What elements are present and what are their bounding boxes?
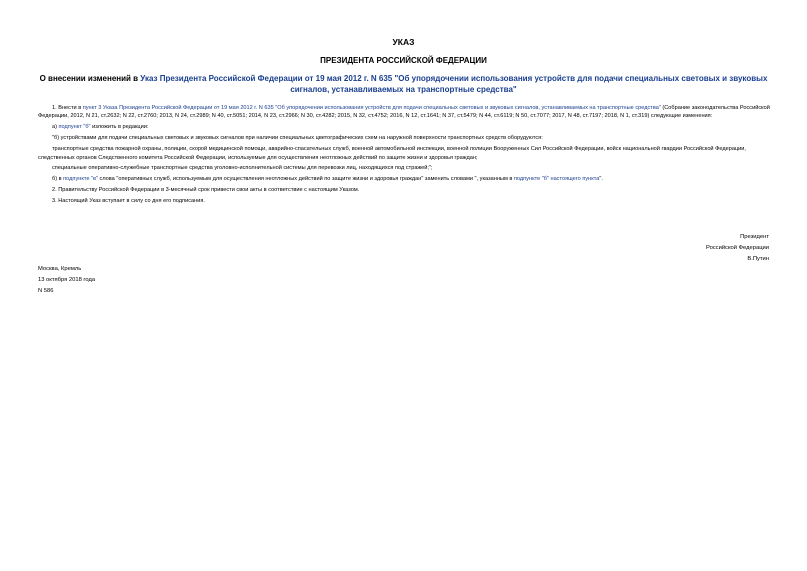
document-body — [38, 104, 771, 206]
p1-prefix: 1. Внести в — [52, 105, 83, 111]
p1-decree-link[interactable]: пункт 3 Указа Президента Российской Федерации от 19 мая 2012 г. N 635 "Об упорядочении использования устройств для подачи специальных световых и звуковых сигналов, устанавливаемых на транспортные средства" — [82, 105, 661, 111]
signature-line-1: Президент — [740, 234, 769, 240]
footer-block — [38, 264, 95, 298]
footer-number: N 586 — [38, 288, 54, 295]
paragraph-special: специальные оперативно-служебные транспортные средства уголовно-исполнительной системы для перевозки лиц, находящихся под стражей;"; — [52, 165, 433, 172]
paragraph-a — [38, 123, 771, 131]
subparagraph-b-current-link[interactable]: подпункте "б" настоящего пункта — [513, 176, 600, 183]
document-title: УКАЗ — [392, 37, 415, 47]
footer-place: Москва, Кремль — [38, 266, 82, 272]
paragraph-3: 3. Настоящий Указ вступает в силу со дня его подписания. — [52, 198, 205, 205]
p1-suffix: (Собрание законодательства Российской Федерации, 2012, N 21, ст.2632; N 22, ст.2760; 2013, N 24, ст.2989; N 40, ст.5051; 2014, N 23, ст.2966; N 30, ст.4282; 2015, N 32, ст.4752; 2016, N 12, ст.1641; N 37, ст.5479; N 44, ст.6119; N 50, ст.7077; 2017, N 48, ст.7197; 2018, N 1, ст.319) следующие изменения: — [38, 105, 770, 120]
paragraph-1 — [38, 104, 771, 121]
paragraph-2: 2. Правительству Российской Федерации в 3-месячный срок привести свои акты в соответствие с настоящим Указом. — [52, 187, 360, 194]
paragraph-b-quote: "б) устройствами для подачи специальных световых и звуковых сигналов при наличии специальных цветографических схем на наружной поверхности транспортных средств оборудуются: — [52, 135, 543, 142]
footer-date: 13 октября 2018 года — [38, 277, 96, 284]
signature-block — [706, 232, 769, 266]
pa-suffix: изложить в редакции: — [90, 124, 149, 131]
pb2-suffix: ". — [599, 176, 603, 183]
document-subtitle: ПРЕЗИДЕНТА РОССИЙСКОЙ ФЕДЕРАЦИИ — [320, 56, 487, 65]
pb2-mid: слова "оперативных служб, используемым для осуществления неотложных действий по защите жизни и здоровья граждан" заменить словами ", указанным в — [97, 176, 514, 183]
subparagraph-v-link[interactable]: подпункте "в" — [63, 176, 98, 183]
paragraph-b2 — [38, 175, 771, 183]
document-heading — [36, 73, 771, 95]
signature-line-2: Российской Федерации — [705, 245, 769, 252]
paragraph-transport: транспортные средства пожарной охраны, полиции, скорой медицинской помощи, аварийно-спасательных служб, военной автомобильной инспекции, военной полиции Вооруженных Сил Российской Федерации, войск национальной гвардии Российской Федерации, следственных органов Следственного комитета Российской Федерации, используемые для осуществления неотложных действий по защите жизни и здоровья граждан; — [38, 146, 746, 161]
heading-decree-link[interactable]: Указ Президента Российской Федерации от 19 мая 2012 г. N 635 "Об упорядочении использования устройств для подачи специальных световых и звуковых сигналов, устанавливаемых на транспортные средства" — [140, 74, 768, 94]
pb2-prefix: б) в — [52, 176, 64, 183]
subparagraph-b-link[interactable]: подпункт "б" — [58, 124, 91, 131]
pa-prefix: а) — [52, 124, 59, 131]
heading-prefix: О внесении изменений в — [39, 74, 141, 83]
signature-line-3: В.Путин — [747, 256, 769, 263]
